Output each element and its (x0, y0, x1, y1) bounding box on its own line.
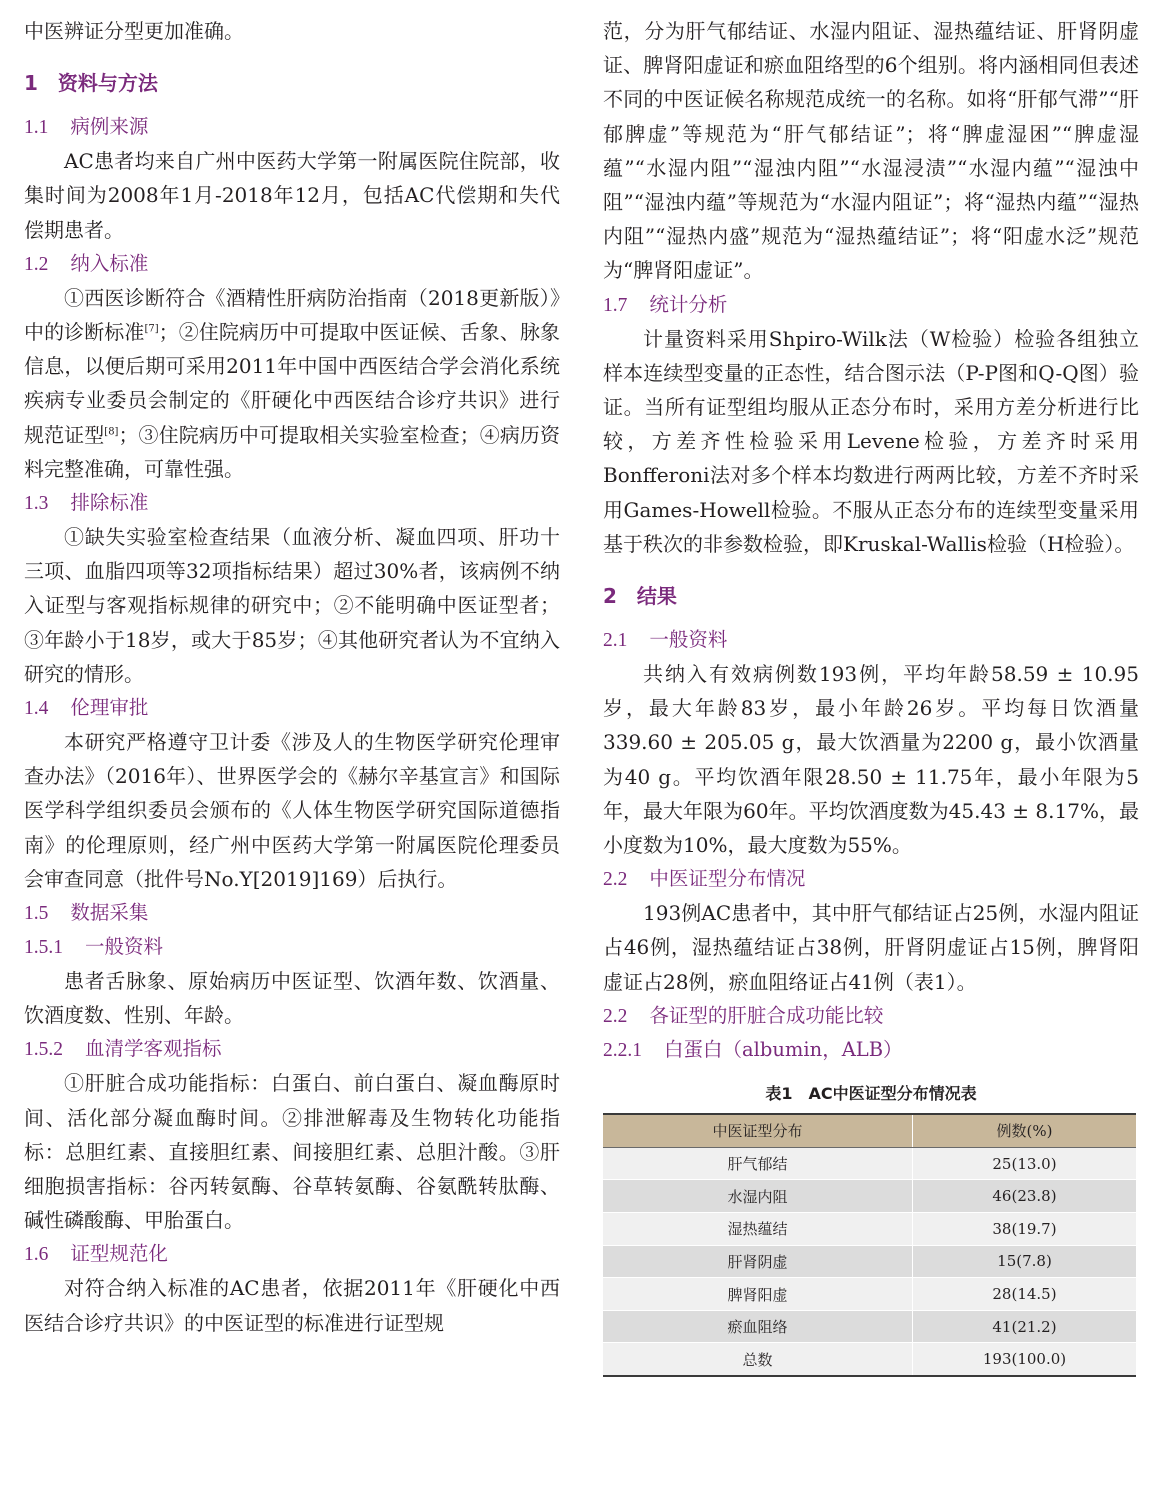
heading-1-4: 1.4 伦理审批 (24, 696, 149, 720)
section-2-heading: 2 结果 (603, 584, 677, 609)
heading-1-5-1: 1.5.1 一般资料 (24, 935, 164, 959)
table-cell-count: 41(21.2) (913, 1310, 1137, 1343)
table-cell-syndrome: 瘀血阻络 (603, 1310, 913, 1343)
table-cell-count: 25(13.0) (913, 1147, 1137, 1180)
table-header-count: 例数(%) (913, 1114, 1137, 1148)
heading-2-2-liver: 2.2 各证型的肝脏合成功能比较 (603, 1003, 884, 1027)
heading-1-7: 1.7 统计分析 (603, 292, 728, 316)
heading-2-2: 2.2 中医证型分布情况 (603, 867, 806, 891)
section-1-heading: 1 资料与方法 (24, 71, 158, 96)
table-cell-count: 28(14.5) (913, 1278, 1137, 1311)
para-1-5-1: 患者舌脉象、原始病历中医证型、饮酒年数、饮酒量、饮酒度数、性别、年龄。 (24, 969, 560, 1028)
table-row (603, 1213, 1136, 1246)
table-header-row (603, 1114, 1136, 1148)
heading-1-1: 1.1 病例来源 (24, 115, 149, 139)
heading-1-5: 1.5 数据采集 (24, 901, 149, 925)
table-1-caption: 表1 AC中医证型分布情况表 (765, 1083, 977, 1103)
table-cell-syndrome: 湿热蕴结 (603, 1213, 913, 1246)
para-1-5-2: ①肝脏合成功能指标：白蛋白、前白蛋白、凝血酶原时间、活化部分凝血酶时间。②排泄解毒及生物转化功能指标：总胆红素、直接胆红素、间接胆红素、总胆汁酸。③肝细胞损害指标：谷丙转氨酶、谷草转氨酶、谷氨酰转肽酶、碱性磷酸酶、甲胎蛋白。 (24, 1071, 560, 1233)
table-header-syndrome: 中医证型分布 (603, 1114, 913, 1148)
para-1-6-continued: 范，分为肝气郁结证、水湿内阻证、湿热蕴结证、肝肾阴虚证、脾肾阳虚证和瘀血阻络型的6个组别。将内涵相同但表述不同的中医证候名称规范成统一的名称。如将“肝郁气滞”“肝郁脾虚”等规范为“肝气郁结证”；将“脾虚湿困”“脾虚湿蕴”“水湿内阻”“湿浊内阻”“水湿浸渍”“水湿内蕴”“湿浊中阻”“湿浊内蕴”等规范为“水湿内阻证”；将“湿热内蕴”“湿热内阻”“湿热内盛”规范为“湿热蕴结证”；将“阳虚水泛”规范为“脾肾阳虚证”。 (603, 19, 1139, 283)
heading-1-3: 1.3 排除标准 (24, 491, 149, 515)
table-row (603, 1278, 1136, 1311)
para-1-3: ①缺失实验室检查结果（血液分析、凝血四项、肝功十三项、血脂四项等32项指标结果）超过30%者，该病例不纳入证型与客观指标规律的研究中；②不能明确中医证型者；③年龄小于18岁，或大于85岁；④其他研究者认为不宜纳入研究的情形。 (24, 525, 560, 686)
table-cell-count: 46(23.8) (913, 1180, 1137, 1213)
heading-1-2: 1.2 纳入标准 (24, 251, 149, 275)
citation-7[interactable]: [7] (144, 323, 159, 335)
table-row-total (603, 1343, 1136, 1376)
table-cell-count: 193(100.0) (913, 1343, 1137, 1376)
table-1 (603, 1113, 1136, 1377)
para-1-7: 计量资料采用Shpiro-Wilk法（W检验）检验各组独立样本连续型变量的正态性，结合图示法（P-P图和Q-Q图）验证。当所有证型组均服从正态分布时，采用方差分析进行比较，方差齐性检验采用Levene检验，方差齐时采用Bonfferoni法对多个样本均数进行两两比较，方差不齐时采用Games-Howell检验。不服从正态分布的连续型变量采用基于秩次的非参数检验，即Kruskal-Wallis检验（H检验）。 (603, 326, 1139, 556)
para-1-1: AC患者均来自广州中医药大学第一附属医院住院部，收集时间为2008年1月-2018年12月，包括AC代偿期和失代偿期患者。 (24, 149, 560, 242)
table-row (603, 1310, 1136, 1343)
intro-tail: 中医辨证分型更加准确。 (24, 19, 244, 43)
para-2-1: 共纳入有效病例数193例，平均年龄58.59 ± 10.95岁，最大年龄83岁，最小年龄26岁。平均每日饮酒量339.60 ± 205.05 g，最大饮酒量为2200 g，最小饮酒量为40 g。平均饮酒年限28.50 ± 11.75年，最小年限为5年，最大年限为60年。平均饮酒度数为45.43 ± 8.17%，最小度数为10%，最大度数为55%。 (603, 662, 1139, 858)
table-cell-syndrome: 总数 (603, 1343, 913, 1376)
left-column (24, 14, 560, 1340)
citation-8[interactable]: [8] (104, 425, 119, 437)
heading-1-6: 1.6 证型规范化 (24, 1242, 168, 1266)
table-cell-count: 38(19.7) (913, 1213, 1137, 1246)
para-1-4: 本研究严格遵守卫计委《涉及人的生物医学研究伦理审查办法》（2016年）、世界医学会的《赫尔辛基宣言》和国际医学科学组织委员会颁布的《人体生物医学研究国际道德指南》的伦理原则，经广州中医药大学第一附属医院伦理委员会审查同意（批件号No.Y[2019]169）后执行。 (24, 730, 560, 891)
table-cell-syndrome: 肝肾阴虚 (603, 1245, 913, 1278)
para-1-2: ①西医诊断符合《酒精性肝病防治指南（2018更新版）》中的诊断标准[7]；②住院病历中可提取中医证候、舌象、脉象信息，以便后期可采用2011年中国中西医结合学会消化系统疾病专业委员会制定的《肝硬化中西医结合诊疗共识》进行规范证型[8]；③住院病历中可提取相关实验室检查；④病历资料完整准确，可靠性强。 (24, 285, 561, 481)
right-column (603, 14, 1139, 1377)
para-1-6: 对符合纳入标准的AC患者，依据2011年《肝硬化中西医结合诊疗共识》的中医证型的标准进行证型规 (24, 1276, 560, 1335)
table-cell-syndrome: 水湿内阻 (603, 1180, 913, 1213)
para-2-2: 193例AC患者中，其中肝气郁结证占25例，水湿内阻证占46例，湿热蕴结证占38例，肝肾阴虚证占15例，脾肾阳虚证占28例，瘀血阻络证占41例（表1）。 (603, 901, 1139, 994)
heading-2-1: 2.1 一般资料 (603, 628, 728, 652)
table-row (603, 1245, 1136, 1278)
heading-2-2-1: 2.2.1 白蛋白（albumin，ALB） (603, 1037, 903, 1061)
table-cell-syndrome: 脾肾阳虚 (603, 1278, 913, 1311)
table-row (603, 1147, 1136, 1180)
heading-1-5-2: 1.5.2 血清学客观指标 (24, 1037, 222, 1061)
table-cell-syndrome: 肝气郁结 (603, 1147, 913, 1180)
table-cell-count: 15(7.8) (913, 1245, 1137, 1278)
table-row (603, 1180, 1136, 1213)
